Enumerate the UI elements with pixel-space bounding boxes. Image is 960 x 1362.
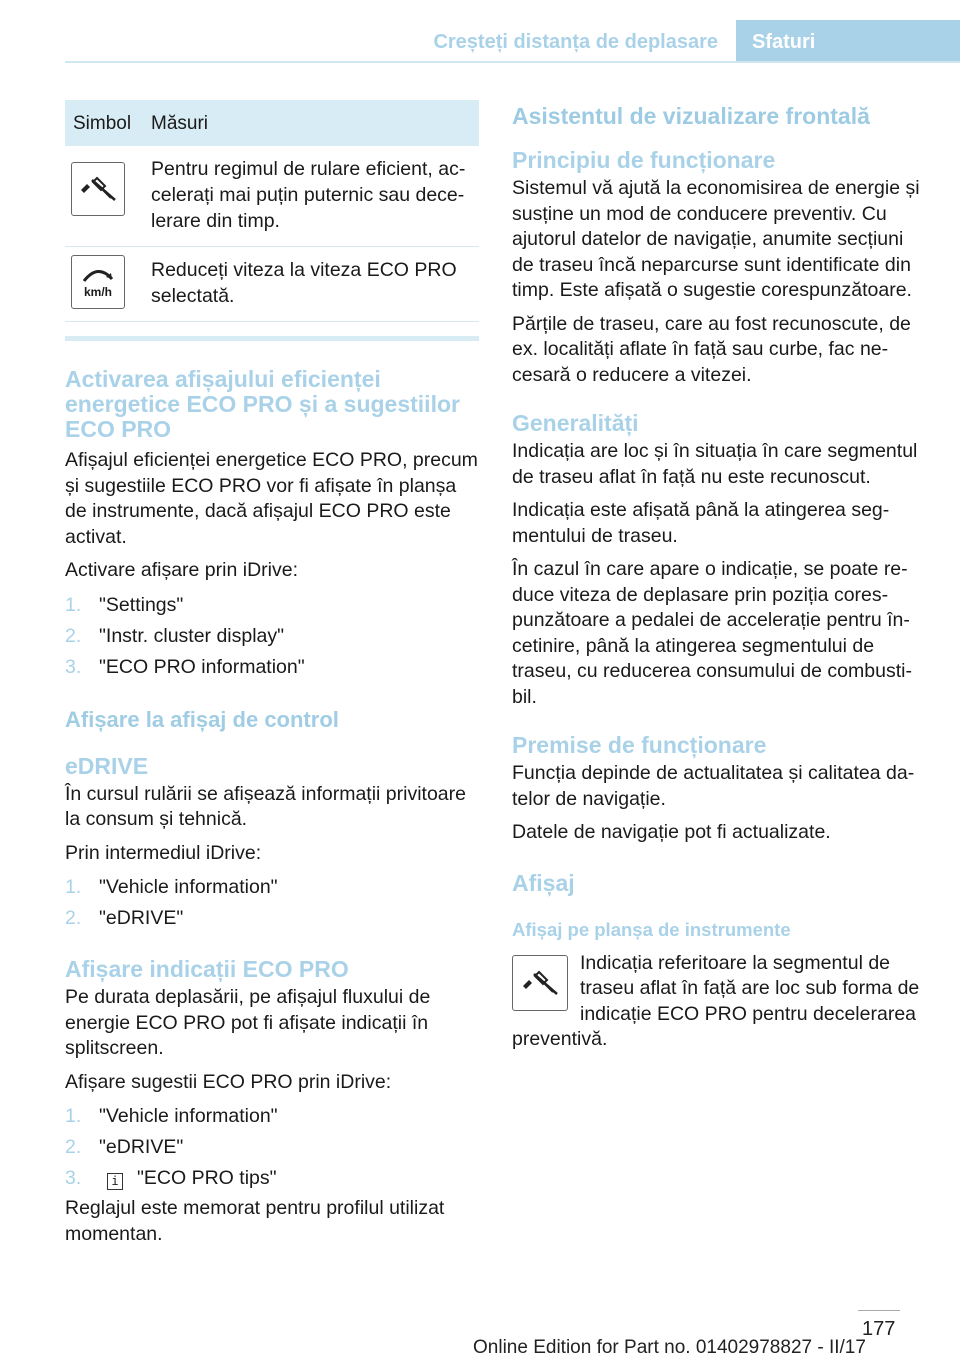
foot-off-pedal-icon — [71, 162, 125, 216]
heading-display: Afișaj — [512, 869, 575, 896]
header-divider — [65, 61, 960, 63]
heading-eco-pro-tips: Afișare indicații ECO PRO — [65, 956, 349, 982]
paragraph: Sistemul vă ajută la economisirea de energie și susține un mod de conducere preventiv. Cu ajutorul datelor de navigație, anumite secțiuni de traseu încă neparcurse sunt identificate din timp. Este afișată o sugestie corespunzătoare. — [512, 177, 920, 301]
list-item: 3. "ECO PRO information" — [65, 655, 305, 678]
paragraph: Reglajul este memorat pentru profilul utilizat momentan. — [65, 1197, 445, 1245]
table-bottom-rule — [65, 336, 479, 341]
paragraph: Indicația referitoare la segmentul de traseu aflat în față are loc sub forma de indicație ECO PRO pentru decelerarea preventivă. — [512, 951, 920, 1050]
info-icon: i — [107, 1173, 123, 1190]
heading-prerequisites: Premise de funcționare — [512, 732, 767, 758]
header-chapter-tab[interactable]: Sfaturi — [736, 20, 960, 62]
heading-edrive: eDRIVE — [65, 752, 149, 779]
paragraph: Prin intermediul iDrive: — [65, 841, 262, 864]
steps-list — [65, 590, 479, 683]
paragraph: Indicația este afișată până la atingerea segmentului de traseu. — [512, 499, 890, 547]
steps-list — [65, 1101, 479, 1194]
paragraph: Afișajul eficienței energetice ECO PRO, precum și sugestiile ECO PRO vor fi afișate în planșa de instrumente, dacă afișajul ECO PRO este activat. — [65, 449, 478, 548]
column-header-symbol: Simbol — [65, 100, 143, 146]
table-cell-measure: Reduceți viteza la viteza ECO PRO selectată. — [143, 247, 479, 322]
list-item: 2. "eDRIVE" — [65, 1136, 184, 1158]
paragraph: Pe durata deplasării, pe afișajul fluxului de energie ECO PRO pot fi afișate indicații în splitscreen. — [65, 986, 431, 1059]
paragraph: În cazul în care apare o indicație, se poate reduce viteza de deplasare prin poziția corespunzătoare a pedalei de accelerație pentru încetinire, până la atingerea segmentului de traseu, cu reducerea consumului de combustibil. — [512, 558, 912, 708]
table-row — [65, 146, 479, 247]
paragraph: Activare afișare prin iDrive: — [65, 559, 298, 581]
foot-off-pedal-icon — [512, 955, 568, 1011]
table-cell-measure: Pentru regimul de rulare eficient, accelerați mai puțin puternic sau decelerare din timp. — [143, 146, 479, 247]
heading-control-display: Afișare la afișaj de control — [65, 706, 339, 732]
list-item: 1. "Vehicle information" — [65, 1105, 278, 1127]
symbol-table — [65, 100, 479, 322]
cluster-info-block — [512, 951, 926, 1053]
list-item: 2. "eDRIVE" — [65, 907, 184, 929]
right-column — [512, 100, 926, 1053]
heading-instrument-cluster-display: Afișaj pe planșa de instrumente — [512, 918, 791, 940]
left-column — [65, 100, 479, 1247]
paragraph: În cursul rulării se afișează informații privitoare la consum și tehnică. — [65, 782, 466, 830]
paragraph: Indicația are loc și în situația în care segmentul de traseu aflat în față nu este recunoscut. — [512, 440, 918, 488]
list-item: 1. "Vehicle information" — [65, 876, 278, 898]
list-item: 2. "Instr. cluster display" — [65, 624, 285, 647]
column-header-measures: Măsuri — [143, 100, 479, 146]
heading-function-principle: Principiu de funcționare — [512, 147, 776, 173]
header-section-title: Creșteți distanța de deplasare — [433, 31, 718, 53]
steps-list — [65, 872, 479, 934]
paragraph: Părțile de traseu, care au fost recunoscute, de ex. localități aflate în față sau curbe, fac necesară o reducere a vitezei. — [512, 312, 911, 386]
table-row — [65, 247, 479, 322]
footer-divider — [858, 1310, 900, 1311]
heading-eco-pro-activation: Activarea afișajului eficienței energetice ECO PRO și a sugestiilor ECO PRO — [65, 366, 460, 442]
paragraph: Afișare sugestii ECO PRO prin iDrive: — [65, 1070, 392, 1093]
paragraph: Datele de navigație pot fi actualizate. — [512, 821, 831, 843]
list-item: 1. "Settings" — [65, 593, 184, 616]
speed-reduce-icon — [71, 255, 125, 309]
symbol-table-header — [65, 100, 479, 146]
paragraph: Funcția depinde de actualitatea și calitatea datelor de navigație. — [512, 762, 915, 810]
heading-forward-view-assistant: Asistentul de vizualizare frontală — [512, 103, 870, 129]
page-number: 177 — [862, 1318, 896, 1340]
list-item: 3. i "ECO PRO tips" — [65, 1167, 277, 1189]
edition-footer: Online Edition for Part no. 01402978827 - II/17 — [473, 1337, 866, 1358]
heading-general: Generalități — [512, 410, 639, 436]
speed-unit-label: km/h — [83, 285, 112, 299]
